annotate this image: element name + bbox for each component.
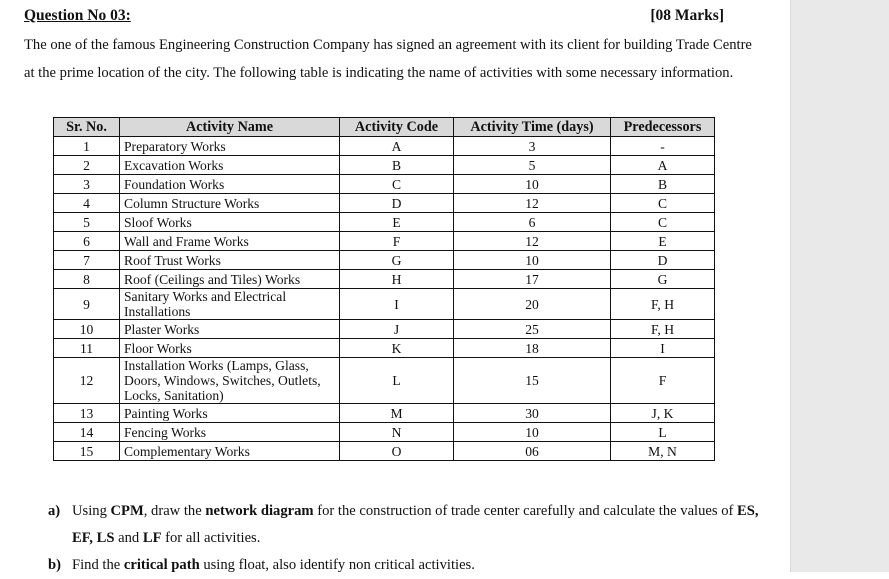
cell-time: 20 [454, 289, 611, 320]
cell-sr: 5 [54, 213, 120, 232]
cell-pred: - [611, 137, 715, 156]
table-row [54, 289, 715, 320]
cell-name: Plaster Works [120, 320, 340, 339]
cell-code: H [340, 270, 454, 289]
cell-time: 15 [454, 358, 611, 404]
table-row [54, 320, 715, 339]
cell-name: Painting Works [120, 404, 340, 423]
cell-code: M [340, 404, 454, 423]
cell-time: 06 [454, 442, 611, 461]
cell-code: I [340, 289, 454, 320]
cell-sr: 14 [54, 423, 120, 442]
right-gutter [790, 0, 889, 572]
cell-pred: M, N [611, 442, 715, 461]
cell-sr: 1 [54, 137, 120, 156]
activity-table [53, 117, 715, 461]
cell-pred: B [611, 175, 715, 194]
cell-time: 10 [454, 251, 611, 270]
cell-time: 18 [454, 339, 611, 358]
cell-time: 12 [454, 194, 611, 213]
cell-name: Fencing Works [120, 423, 340, 442]
cell-sr: 7 [54, 251, 120, 270]
cell-time: 25 [454, 320, 611, 339]
cell-code: G [340, 251, 454, 270]
table-row [54, 270, 715, 289]
cell-name: Wall and Frame Works [120, 232, 340, 251]
cell-name: Sanitary Works and Electrical Installations [120, 289, 340, 320]
cell-code: A [340, 137, 454, 156]
cell-name: Floor Works [120, 339, 340, 358]
cell-pred: G [611, 270, 715, 289]
cell-code: B [340, 156, 454, 175]
table-row [54, 156, 715, 175]
cell-sr: 12 [54, 358, 120, 404]
cell-sr: 4 [54, 194, 120, 213]
part-b-text: Find the critical path using float, also identify non critical activities. [72, 557, 475, 573]
cell-code: D [340, 194, 454, 213]
cell-name: Installation Works (Lamps, Glass, Doors, Windows, Switches, Outlets, Locks, Sanitation) [120, 358, 340, 404]
table-row [54, 339, 715, 358]
table-row [54, 251, 715, 270]
cell-pred: A [611, 156, 715, 175]
col-header-time: Activity Time (days) [454, 118, 611, 137]
cell-code: J [340, 320, 454, 339]
cell-code: F [340, 232, 454, 251]
cell-name: Roof Trust Works [120, 251, 340, 270]
cell-name: Column Structure Works [120, 194, 340, 213]
cell-pred: D [611, 251, 715, 270]
question-title: Question No 03: [24, 7, 131, 24]
question-header [24, 7, 724, 27]
cell-pred: J, K [611, 404, 715, 423]
cell-sr: 15 [54, 442, 120, 461]
cell-name: Excavation Works [120, 156, 340, 175]
cell-time: 5 [454, 156, 611, 175]
part-a-text: Using CPM, draw the network diagram for the construction of trade center carefully and calculate the values of ES, EF, LS and LF for all activities. [72, 503, 759, 546]
cell-code: N [340, 423, 454, 442]
col-header-sr: Sr. No. [54, 118, 120, 137]
text-cursor [714, 350, 715, 368]
cell-time: 6 [454, 213, 611, 232]
table-row [54, 213, 715, 232]
cell-name: Foundation Works [120, 175, 340, 194]
cell-pred: E [611, 232, 715, 251]
cell-name: Preparatory Works [120, 137, 340, 156]
cell-code: E [340, 213, 454, 232]
cell-sr: 8 [54, 270, 120, 289]
cell-name: Sloof Works [120, 213, 340, 232]
table-row [54, 423, 715, 442]
cell-code: C [340, 175, 454, 194]
cell-time: 30 [454, 404, 611, 423]
cell-time: 17 [454, 270, 611, 289]
cell-sr: 11 [54, 339, 120, 358]
cell-pred: F [611, 358, 715, 404]
cell-pred: L [611, 423, 715, 442]
question-marks: [08 Marks] [650, 7, 724, 24]
cell-pred: F, H [611, 320, 715, 339]
cell-time: 12 [454, 232, 611, 251]
cell-sr: 9 [54, 289, 120, 320]
cell-time: 10 [454, 175, 611, 194]
table-row [54, 404, 715, 423]
table-row [54, 137, 715, 156]
intro-paragraph: The one of the famous Engineering Construction Company has signed an agreement with its client for building Trade Centre at the prime location of the city. The following table is indicating the name of activities with some necessary information. [24, 37, 752, 81]
cell-sr: 2 [54, 156, 120, 175]
cell-pred: C [611, 213, 715, 232]
table-row [54, 232, 715, 251]
cell-time: 3 [454, 137, 611, 156]
cell-pred: I [611, 339, 715, 358]
cell-sr: 13 [54, 404, 120, 423]
table-header-row [54, 118, 715, 137]
col-header-name: Activity Name [120, 118, 340, 137]
table-row [54, 175, 715, 194]
table-row [54, 194, 715, 213]
cell-code: L [340, 358, 454, 404]
cell-sr: 6 [54, 232, 120, 251]
col-header-pred: Predecessors [611, 118, 715, 137]
part-a-label: a) [48, 503, 61, 519]
table-row [54, 358, 715, 404]
table-row [54, 442, 715, 461]
col-header-code: Activity Code [340, 118, 454, 137]
cell-pred: F, H [611, 289, 715, 320]
cell-pred: C [611, 194, 715, 213]
cell-code: O [340, 442, 454, 461]
cell-name: Roof (Ceilings and Tiles) Works [120, 270, 340, 289]
part-b-label: b) [48, 557, 61, 573]
cell-time: 10 [454, 423, 611, 442]
cell-sr: 10 [54, 320, 120, 339]
cell-code: K [340, 339, 454, 358]
cell-name: Complementary Works [120, 442, 340, 461]
cell-sr: 3 [54, 175, 120, 194]
